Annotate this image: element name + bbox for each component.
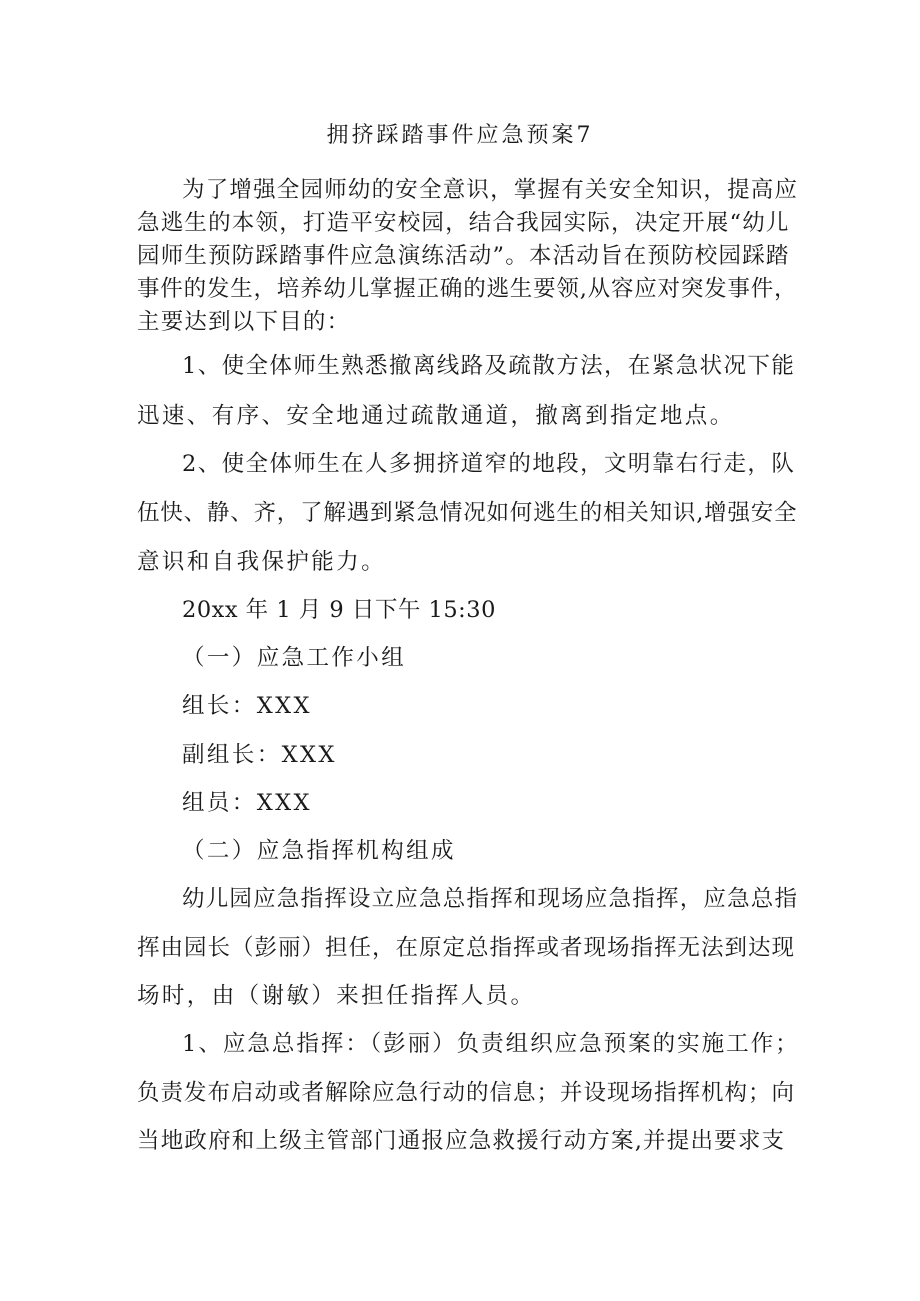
duty1-line-1: 1、应急总指挥：（彭丽）负责组织应急预案的实施工作； [182, 1031, 800, 1057]
intro-line-2: 急逃生的本领，打造平安校园，结合我园实际，决定开展“幼儿 [137, 210, 790, 236]
goal1-line-2: 迅速、有序、安全地通过疏散通道，撤离到指定地点。 [137, 403, 735, 429]
goal1-line-1: 1、使全体师生熟悉撤离线路及疏散方法，在紧急状况下能 [182, 353, 796, 379]
duty1-line-2: 负责发布启动或者解除应急行动的信息；并设现场指挥机构；向 [137, 1080, 796, 1106]
command-line-2: 挥由园长（彭丽）担任，在原定总指挥或者现场指挥无法到达现 [137, 935, 796, 961]
intro-line-5: 主要达到以下目的： [137, 309, 351, 335]
intro-line-4: 事件的发生，培养幼儿掌握正确的逃生要领,从容应对突发事件， [137, 276, 798, 302]
duty1-line-3: 当地政府和上级主管部门通报应急救援行动方案,并提出要求支 [137, 1128, 786, 1154]
goal2-line-2: 伍快、静、齐，了解遇到紧急情况如何逃生的相关知识,增强安全 [137, 500, 798, 526]
command-line-3: 场时，由（谢敏）来担任指挥人员。 [137, 983, 536, 1009]
group-member: 组员：XXX [182, 790, 312, 816]
goal2-line-1: 2、使全体师生在人多拥挤道窄的地段，文明靠右行走，队 [182, 451, 796, 477]
section2-heading: （二）应急指挥机构组成 [182, 838, 456, 864]
group-leader: 组长：XXX [182, 693, 312, 719]
group-vice-leader: 副组长：XXX [182, 742, 337, 768]
intro-line-1: 为了增强全园师幼的安全意识，掌握有关安全知识，提高应 [182, 177, 799, 203]
event-datetime: 20xx 年 1 月 9 日下午 15:30 [182, 597, 496, 623]
intro-line-3: 园师生预防踩踏事件应急演练活动”。本活动旨在预防校园踩踏 [137, 243, 790, 269]
section1-heading: （一）应急工作小组 [182, 645, 407, 671]
document-title: 拥挤踩踏事件应急预案7 [326, 123, 594, 148]
goal2-line-3: 意识和自我保护能力。 [137, 549, 387, 575]
command-line-1: 幼儿园应急指挥设立应急总指挥和现场应急指挥，应急总指 [182, 886, 799, 912]
